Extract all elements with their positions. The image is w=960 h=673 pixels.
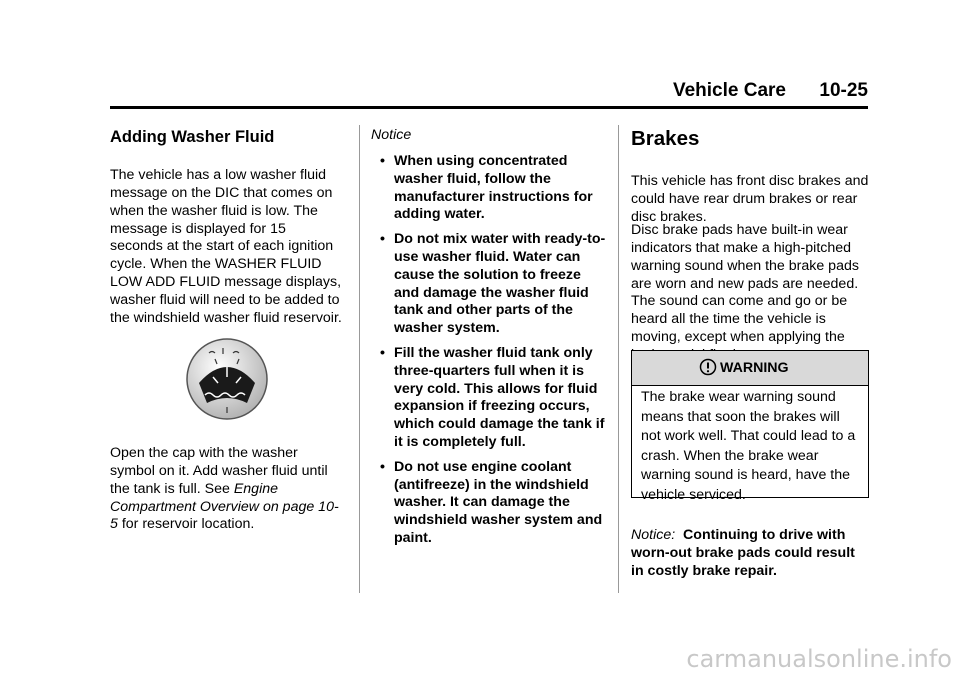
watermark: carmanualsonline.info — [686, 645, 952, 673]
bullet-text: Do not use engine coolant (antifreeze) in the windshield washer. It can damage the windshield washer system and paint. — [394, 458, 603, 546]
reservoir-location-text: for reservoir location. — [117, 516, 255, 533]
warning-text: The brake wear warning sound means that soon the brakes will not work well. That could lead to a crash. When the brake wear warning sound is heard, have the vehicle serviced. — [641, 389, 856, 503]
warning-header — [632, 351, 868, 386]
engine-compartment-link[interactable]: Engine Compartment Overview on page 10-5 — [110, 480, 339, 533]
brake-pads-paragraph: Disc brake pads have built-in wear indicators that make a high-pitched warning sound when the brake pads are worn and new pads are needed. The sound can come and go or be heard all the time the vehicle is moving, except when applying the — [631, 222, 859, 345]
open-cap-paragraph — [110, 445, 342, 534]
bullet-icon: • — [380, 153, 385, 169]
list-item — [371, 231, 607, 338]
washer-fluid-symbol-icon — [185, 337, 269, 421]
brake-notice-text: Continuing to drive with worn-out brake pads could result in costly brake repair. — [631, 527, 855, 579]
bullet-text: Do not mix water with ready-to-use washer fluid. Water can cause the solution to freeze and damage the washer fluid tank and other parts of the washer system. — [394, 231, 606, 337]
notice-label: Notice — [371, 127, 412, 143]
brakes-heading: Brakes — [631, 127, 700, 150]
brakes-intro-paragraph: This vehicle has front disc brakes and could have rear drum brakes or rear disc brakes. — [631, 173, 869, 225]
open-cap-text: Open the cap with the washer symbol on it. Add washer fluid until the tank is full. See — [110, 445, 328, 497]
washer-fluid-paragraph: The vehicle has a low washer fluid message on the DIC that comes on when the washer fluid is low. The message is displayed for 15 seconds at the start of each ignition cycle. When the WASHER FLUID LOW ADD FLUID message displays, washer fluid will need to be added to the windshield washer fluid reservoir. — [110, 167, 342, 326]
bullet-icon: • — [380, 231, 385, 248]
bullet-icon: • — [380, 458, 385, 475]
header-rule — [110, 106, 868, 109]
section-title: Vehicle Care — [672, 80, 786, 101]
warning-label: WARNING — [720, 360, 789, 376]
bullet-text: Fill the washer fluid tank only three-quarters full when it is very cold. This allows for fluid expansion if freezing occurs, which could damage the tank if it is completely full. — [394, 344, 605, 450]
brake-notice — [631, 527, 871, 580]
list-item — [371, 459, 607, 548]
notice-bullet-list — [371, 153, 607, 555]
adding-washer-fluid-heading: Adding Washer Fluid — [110, 128, 275, 146]
warning-icon — [699, 358, 717, 376]
list-item — [371, 345, 607, 452]
page-number: 10-25 — [819, 80, 868, 101]
column-divider — [359, 125, 360, 593]
list-item — [371, 153, 607, 224]
page-header — [110, 80, 868, 104]
warning-box — [631, 350, 869, 503]
bullet-icon: • — [380, 344, 385, 361]
column-divider — [618, 125, 619, 593]
bullet-text: When using concentrated washer fluid, follow the manufacturer instructions for adding water. — [394, 153, 593, 223]
brake-notice-label: Notice: — [631, 527, 676, 544]
